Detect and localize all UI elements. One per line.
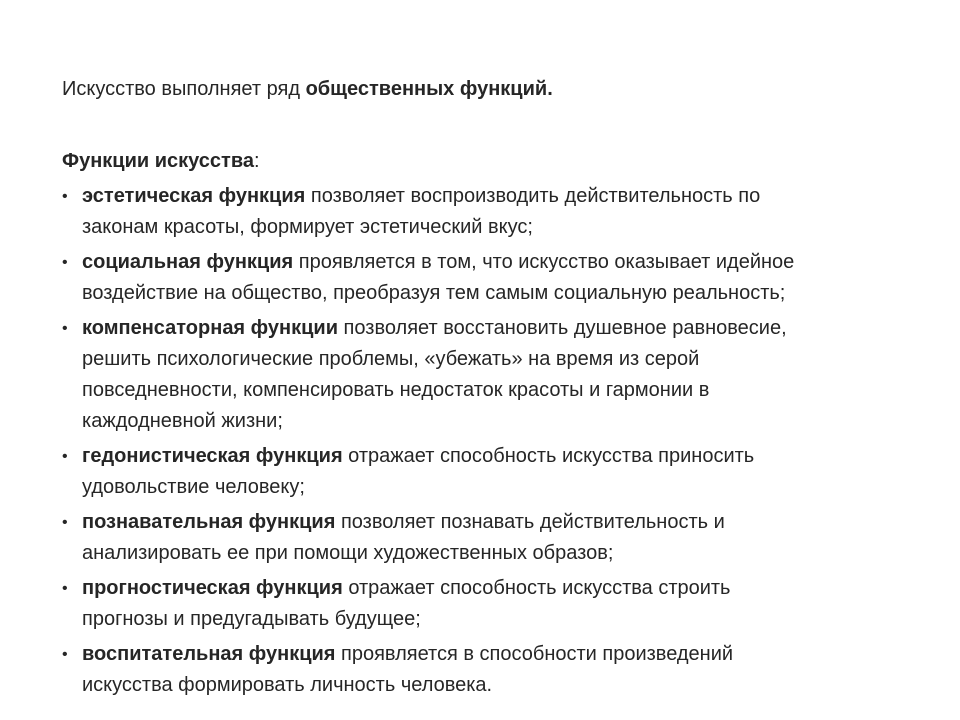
- list-item-aesthetic: [62, 181, 902, 243]
- item-line: [82, 441, 902, 472]
- item-line: воздействие на общество, преобразуя тем самым социальную реальность;: [82, 282, 786, 304]
- bullet: •: [62, 580, 68, 597]
- list-item-cognitive: [62, 507, 902, 569]
- item-text: проявляется в том, что искусство оказывает идейное: [293, 251, 795, 273]
- bullet: •: [62, 188, 68, 205]
- item-line: [82, 507, 902, 538]
- item-text: отражает способность искусства приносить: [342, 445, 755, 467]
- item-line: [82, 573, 902, 604]
- item-line: искусства формировать личность человека.: [82, 674, 493, 696]
- item-term: гедонистическая функция: [82, 445, 343, 467]
- functions-heading-colon: :: [253, 150, 260, 172]
- list-item-compensatory: [62, 313, 902, 437]
- item-term: прогностическая функция: [82, 577, 343, 599]
- list-item-hedonistic: [62, 441, 902, 503]
- functions-list: [62, 181, 902, 705]
- bullet: •: [62, 514, 68, 531]
- item-line: каждодневной жизни;: [82, 410, 283, 432]
- item-text: позволяет познавать действительность и: [335, 511, 725, 533]
- item-line: повседневности, компенсировать недостаток красоты и гармонии в: [82, 379, 710, 401]
- item-term: воспитательная функция: [82, 643, 336, 665]
- item-line: [82, 639, 902, 670]
- item-term: социальная функция: [82, 251, 294, 273]
- bullet: •: [62, 320, 68, 337]
- item-text: отражает способность искусства строить: [342, 577, 731, 599]
- item-line: законам красоты, формирует эстетический вкус;: [82, 216, 533, 238]
- item-text: проявляется в способности произведений: [335, 643, 734, 665]
- item-term: познавательная функция: [82, 511, 336, 533]
- item-line: решить психологические проблемы, «убежать» на время из серой: [82, 348, 700, 370]
- list-item-educational: [62, 639, 902, 701]
- item-text: позволяет воспроизводить действительность по: [305, 185, 761, 207]
- bullet: •: [62, 254, 68, 271]
- item-line: анализировать ее при помощи художественных образов;: [82, 542, 614, 564]
- list-item-social: [62, 247, 902, 309]
- item-line: [82, 181, 902, 212]
- item-line: прогнозы и предугадывать будущее;: [82, 608, 421, 630]
- item-term: эстетическая функция: [82, 185, 306, 207]
- item-line: [82, 247, 902, 278]
- item-line: [82, 313, 902, 344]
- item-text: позволяет восстановить душевное равновесие,: [338, 317, 787, 339]
- item-line: удовольствие человеку;: [82, 476, 305, 498]
- item-term: компенсаторная функции: [82, 317, 338, 339]
- functions-heading-text: Функции искусства: [62, 150, 254, 172]
- intro-text: Искусство выполняет ряд: [62, 78, 306, 100]
- intro-bold-text: общественных функций.: [305, 78, 553, 100]
- list-item-prognostic: [62, 573, 902, 635]
- bullet: •: [62, 646, 68, 663]
- functions-heading: [62, 148, 260, 174]
- intro-paragraph: [62, 76, 553, 102]
- bullet: •: [62, 448, 68, 465]
